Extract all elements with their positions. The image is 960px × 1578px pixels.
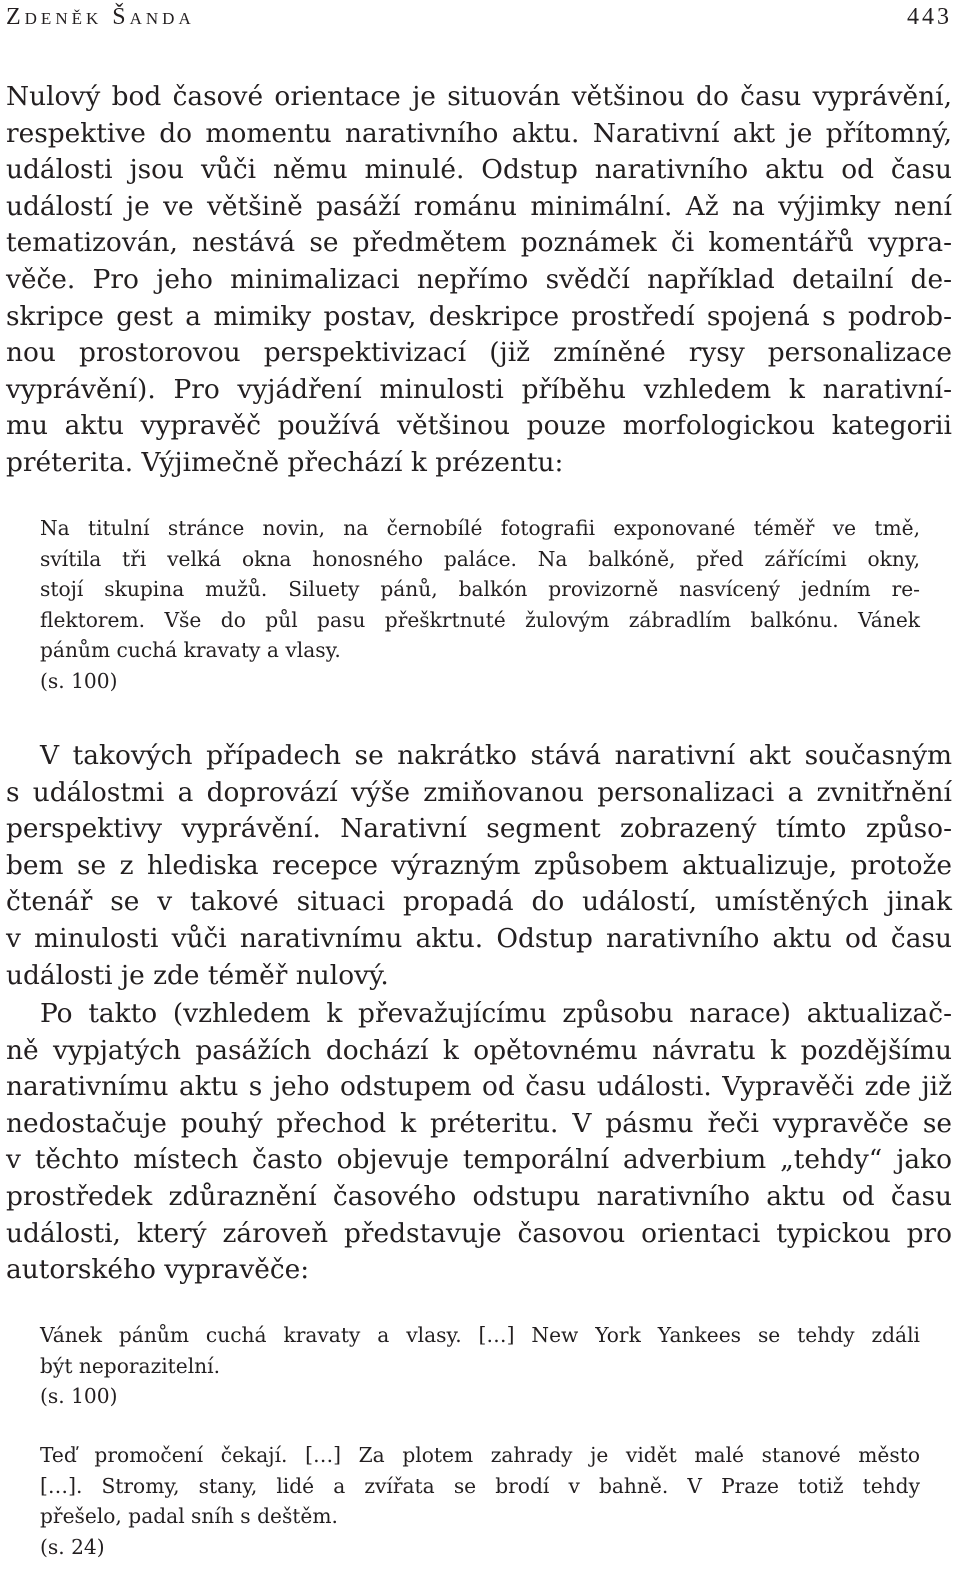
text-line: události je zde téměř nulový. [6, 959, 389, 991]
text-line: narativnímu aktu s jeho odstupem od času události. Vypravěči zde již [6, 1071, 952, 1103]
block-quote-3 [40, 1440, 920, 1562]
quote-line: přešelo, padal sníh s deštěm. [40, 1504, 338, 1529]
text-line: Nulový bod časové orientace je situován většinou do času vyprávění, [6, 81, 952, 112]
text-line: v těchto místech často objevuje temporální adverbium „tehdy“ jako [6, 1144, 952, 1176]
body-paragraph-2 [6, 738, 952, 994]
text-line: nou prostorovou perspektivizací (již zmíněné rysy personalizace [6, 337, 952, 369]
text-line: ně vypjatých pasážích dochází k opětovnému návratu k pozdějšímu [6, 1034, 952, 1066]
text-line: události jsou vůči němu minulé. Odstup narativního aktu od času [6, 154, 952, 186]
text-line: préterita. Výjimečně přechází k prézentu: [6, 446, 564, 478]
block-quote-2 [40, 1320, 920, 1412]
quote-line: stojí skupina mužů. Siluety pánů, balkón provizorně nasvícený jedním re- [40, 577, 920, 602]
quote-line: […]. Stromy, stany, lidé a zvířata se brodí v bahně. V Praze totiž tehdy [40, 1473, 920, 1498]
text-line: perspektivy vyprávění. Narativní segment zobrazený tímto způso- [6, 813, 952, 845]
quote-line: flektorem. Vše do půl pasu přeškrtnuté žulovým zábradlím balkónu. Vánek [40, 607, 920, 632]
quote-line: být neporazitelní. [40, 1353, 221, 1378]
text-line: skripce gest a mimiky postav, deskripce prostředí spojená s podrob- [6, 300, 952, 332]
block-quote-1 [40, 513, 920, 697]
text-line: událostí je ve většině pasáží románu minimální. Až na výjimky není [6, 190, 952, 222]
text-line: tematizován, nestává se předmětem poznámek či komentářů vypra- [6, 227, 952, 259]
text-line: nedostačuje pouhý přechod k préteritu. V pásmu řeči vypravěče se [6, 1107, 952, 1139]
text-line: respektive do momentu narativního aktu. Narativní akt je přítomný, [6, 117, 952, 149]
text-line: autorského vypravěče: [6, 1254, 310, 1286]
text-line: V takových případech se nakrátko stává narativní akt současným [40, 740, 952, 771]
text-line: události, který zároveň představuje časovou orientaci typickou pro [6, 1217, 952, 1249]
body-paragraph-1 [6, 79, 952, 482]
text-line: bem se z hlediska recepce výrazným způsobem aktualizuje, protože [6, 849, 952, 881]
quote-line: Teď promočení čekají. […] Za plotem zahrady je vidět malé stanové město [40, 1443, 920, 1467]
text-line: čtenář se v takové situaci propadá do událostí, umístěných jinak [6, 886, 952, 918]
text-line: věče. Pro jeho minimalizaci nepřímo svědčí například detailní de- [6, 263, 952, 295]
text-line: vyprávění). Pro vyjádření minulosti příběhu vzhledem k narativní- [6, 373, 952, 405]
text-line: Po takto (vzhledem k převažujícímu způsobu narace) aktualizač- [40, 998, 952, 1029]
text-line: s událostmi a doprovází výše zmiňovanou personalizaci a zvnitřnění [6, 776, 952, 808]
quote-line: pánům cuchá kravaty a vlasy. [40, 638, 341, 663]
running-header-author: Zdeněk Šanda [6, 4, 195, 30]
text-line: prostředek zdůraznění časového odstupu narativního aktu od času [6, 1180, 952, 1212]
page-number: 443 [907, 4, 952, 30]
quote-citation: (s. 100) [40, 1384, 118, 1409]
quote-citation: (s. 100) [40, 668, 118, 693]
text-line: v minulosti vůči narativnímu aktu. Odstup narativního aktu od času [6, 922, 952, 954]
quote-line: svítila tři velká okna honosného paláce. Na balkóně, před zářícími okny, [40, 546, 920, 571]
quote-line: Na titulní stránce novin, na černobílé fotografii exponované téměř ve tmě, [40, 516, 920, 540]
text-line: mu aktu vypravěč používá většinou pouze morfologickou kategorii [6, 410, 952, 442]
body-paragraph-3 [6, 996, 952, 1289]
quote-line: Vánek pánům cuchá kravaty a vlasy. […] New York Yankees se tehdy zdáli [40, 1323, 920, 1347]
quote-citation: (s. 24) [40, 1534, 105, 1559]
running-header [6, 4, 952, 36]
